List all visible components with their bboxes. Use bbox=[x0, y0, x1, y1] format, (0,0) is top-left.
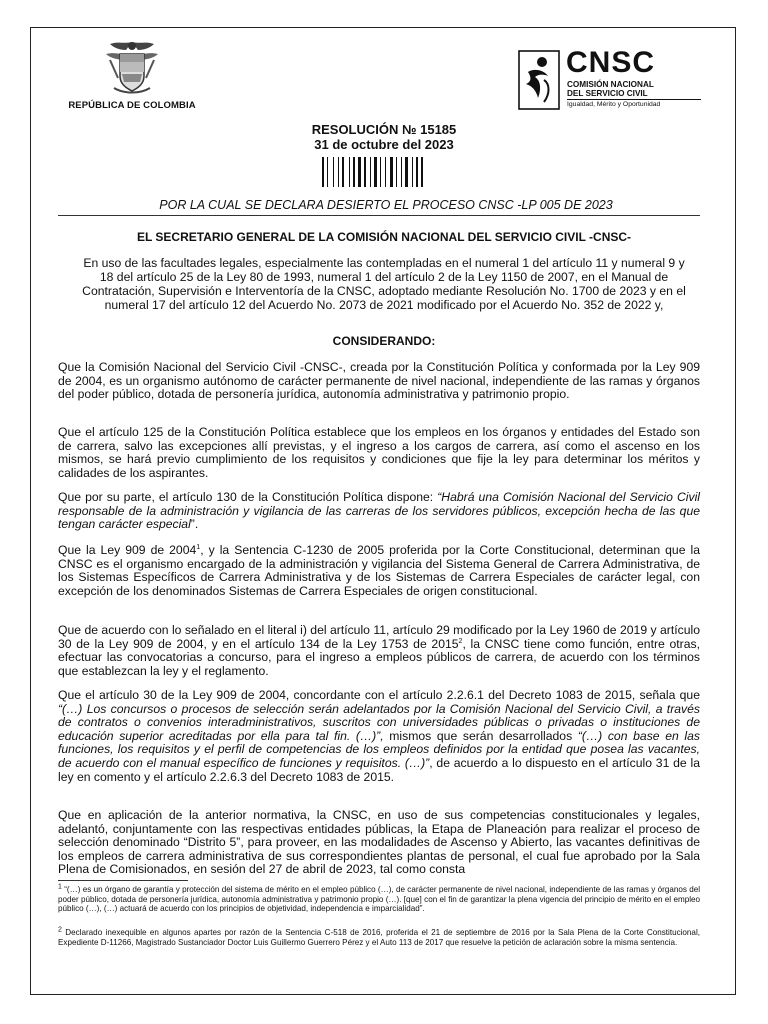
barcode-bar bbox=[364, 157, 366, 187]
republica-logo bbox=[62, 38, 202, 111]
cnsc-acronym: CNSC bbox=[566, 46, 656, 79]
barcode-bar bbox=[342, 157, 344, 187]
cnsc-divider bbox=[567, 99, 701, 100]
cnsc-name-line2: DEL SERVICIO CIVIL bbox=[567, 89, 648, 98]
intro-paragraph: En uso de las facultades legales, especialmente las contempladas en el numeral 1 del artículo 11 y numeral 9 y 18 del artículo 25 de la Ley 80 de 1993, numeral 1 del artículo 2 de la Ley 1150 de 2007, en el Manual de Contratación, Supervisión e Interventoría de la CNSC, adoptado mediante Resolución No. 1700 de 2023 y en el numeral 17 del artículo 12 del Acuerdo No. 2073 de 2021 modificado por el Acuerdo No. 352 de 2022 y, bbox=[82, 256, 686, 313]
footnote-1-text: “(…) es un órgano de garantía y protección del sistema de mérito en el empleo público (…), de carácter permanente de nivel nacional, independiente de las ramas y órganos del poder público, dotada de personería jurídica, autonomía administrativa y patrimonio propio (…). [que] con el fin de garantizar la plena vigencia del principio de mérito en el empleo público (…), (…) actuará de acuerdo con los principios de objetividad, independencia e imparcialidad”. bbox=[58, 885, 700, 914]
resolution-number: RESOLUCIÓN № 15185 bbox=[311, 122, 457, 137]
footnote-divider bbox=[58, 880, 188, 881]
barcode-bar bbox=[358, 157, 361, 187]
paragraph-3 bbox=[58, 491, 700, 532]
footnote-2 bbox=[58, 928, 700, 947]
paragraph-6-text: Que el artículo 30 de la Ley 909 de 2004, concordante con el artículo 2.2.6.1 del Decreto 1083 de 2015, señala que bbox=[58, 688, 700, 702]
paragraph-6-end: , de acuerdo a lo dispuesto en el artículo 31 de la ley en comento y el artículo 2.2.6.3 del Decreto 1083 de 2015. bbox=[58, 755, 700, 784]
cnsc-logo bbox=[518, 46, 708, 112]
republica-label: REPÚBLICA DE COLOMBIA bbox=[68, 100, 196, 111]
paragraph-7: Que en aplicación de la anterior normativa, la CNSC, en uso de sus competencias constitucionales y legales, adelantó, conjuntamente con las respectivas entidades públicas, la Etapa de Planeación para realizar el proceso de selección denominado “Distrito 5”, para proveer, en las modalidades de Ascenso y Abierto, las vacantes definitivas de los empleos de carrera administrativa de sus correspondientes plantas de personal, el cual fue aprobado por la Sala Plena de Comisionados, en sesión del 27 de abril de 2023, tal como consta bbox=[58, 808, 700, 877]
paragraph-4-rest: , y la Sentencia C-1230 de 2005 proferida por la Corte Constitucional, determinan que la CNSC es el organismo encargado de la administración y vigilancia del Sistema General de Carrera Administrativa, de los Sistemas Específicos de Carrera Administrativa y de los Sistemas de Carrera Especiales de carácter legal, con excepción de los denominados Sistemas de Carrera Especiales de origen constitucional. bbox=[58, 543, 700, 598]
paragraph-2: Que el artículo 125 de la Constitución Política establece que los empleos en los órganos y entidades del Estado son de carrera, salvo las excepciones allí previstas, y el ingreso a los cargos de carrera, así como el ascenso en los mismos, se hará previo cumplimiento de los requisitos y condiciones que fije la ley para determinar los méritos y calidades de los aspirantes. bbox=[58, 425, 700, 480]
barcode-bar bbox=[349, 157, 350, 187]
paragraph-5-rest: , la CNSC tiene como función, entre otras, efectuar las convocatorias a concurso, para el ingreso a empleos públicos de carrera, de acuerdo con los términos que establezcan la ley y el reglamento. bbox=[58, 636, 700, 678]
resolution-subtitle: POR LA CUAL SE DECLARA DESIERTO EL PROCESO CNSC -LP 005 DE 2023 bbox=[159, 198, 613, 212]
barcode-bar bbox=[380, 157, 381, 187]
barcode-bar bbox=[412, 157, 413, 187]
barcode-bar bbox=[390, 157, 393, 187]
paragraph-1: Que la Comisión Nacional del Servicio Civil -CNSC-, creada por la Constitución Política y conformada por la Ley 909 de 2004, es un organismo autónomo de carácter permanente de nivel nacional, independiente de las ramas y órganos del poder público, dotada de personería jurídica, autonomía administrativa y patrimonio propio. bbox=[58, 360, 700, 402]
paragraph-6-quote-2: “(…) con base en las funciones, los requisitos y el perfil de competencias de los empleos definidos por la entidad que posea las vacantes, de acuerdo con el manual específico de funciones y requisitos. (…)” bbox=[58, 728, 700, 770]
paragraph-3-end: ”. bbox=[190, 517, 199, 532]
footnote-1-number: 1 bbox=[58, 883, 62, 891]
barcode-bar bbox=[322, 157, 324, 187]
barcode-bar bbox=[370, 157, 371, 187]
barcode-bar bbox=[327, 157, 328, 187]
barcode-bar bbox=[333, 157, 334, 187]
paragraph-5-text: Que de acuerdo con lo señalado en el literal i) del artículo 11, artículo 29 modificado por la Ley 1960 de 2019 y artículo 30 de la Ley 909 de 2004, y en el artículo 134 de la Ley 1753 de 2015 bbox=[58, 623, 700, 651]
barcode-bar bbox=[374, 157, 377, 187]
footnote-ref-1[interactable]: 1 bbox=[196, 543, 201, 551]
footnote-1 bbox=[58, 885, 700, 914]
barcode-bar bbox=[421, 157, 423, 187]
footnote-2-text: Declarado inexequible en algunos apartes por razón de la Sentencia C-518 de 2016, proferida el 21 de septiembre de 2016 por la Sala Plena de la Corte Constitucional, Expediente D-11266, Magistrado Sustanciador Doctor Luis Guillermo Guerrero Pérez y el Auto 113 de 2017 que resuelve la petición de aclaración sobre la misma sentencia. bbox=[58, 928, 700, 947]
barcode-bar bbox=[353, 157, 355, 187]
paragraph-3-text: Que por su parte, el artículo 130 de la Constitución Política dispone: bbox=[58, 490, 438, 504]
secretary-heading: EL SECRETARIO GENERAL DE LA COMISIÓN NACIONAL DEL SERVICIO CIVIL -CNSC- bbox=[136, 230, 632, 244]
barcode bbox=[322, 157, 444, 187]
barcode-bar bbox=[401, 157, 402, 187]
paragraph-3-quote: “Habrá una Comisión Nacional del Servicio Civil responsable de la administración y vigilancia de las carreras de los servidores públicos, excepción hecha de las que tengan carácter especial bbox=[58, 490, 700, 532]
considerando-heading: CONSIDERANDO: bbox=[332, 334, 436, 348]
paragraph-5 bbox=[58, 624, 700, 678]
footnote-2-number: 2 bbox=[58, 926, 62, 934]
barcode-bar bbox=[385, 157, 386, 187]
resolution-date: 31 de octubre del 2023 bbox=[314, 137, 454, 152]
barcode-bar bbox=[405, 157, 408, 187]
barcode-bar bbox=[416, 157, 418, 187]
footnote-ref-2[interactable]: 2 bbox=[458, 637, 463, 645]
paragraph-4 bbox=[58, 544, 700, 598]
paragraph-6 bbox=[58, 689, 700, 784]
cnsc-emblem-icon bbox=[518, 50, 560, 110]
colombia-coat-of-arms-icon bbox=[100, 38, 164, 98]
paragraph-6-quote-1: “(…) Los concursos o procesos de selección serán adelantados por la Comisión Nacional del Servicio Civil, a través de contratos o convenios interadministrativos, suscritos con universidades públicas o privadas o instituciones de educación superior acreditadas por ella para tal fin. (…)”, bbox=[58, 701, 700, 743]
barcode-bar bbox=[338, 157, 339, 187]
barcode-bar bbox=[396, 157, 397, 187]
subtitle-divider bbox=[58, 215, 700, 216]
cnsc-name-line1: COMISIÓN NACIONAL bbox=[567, 80, 654, 89]
paragraph-6-mid: mismos que serán desarrollados bbox=[383, 728, 578, 743]
paragraph-4-text: Que la Ley 909 de 2004 bbox=[58, 543, 197, 557]
cnsc-tagline: Igualdad, Mérito y Oportunidad bbox=[567, 101, 661, 108]
